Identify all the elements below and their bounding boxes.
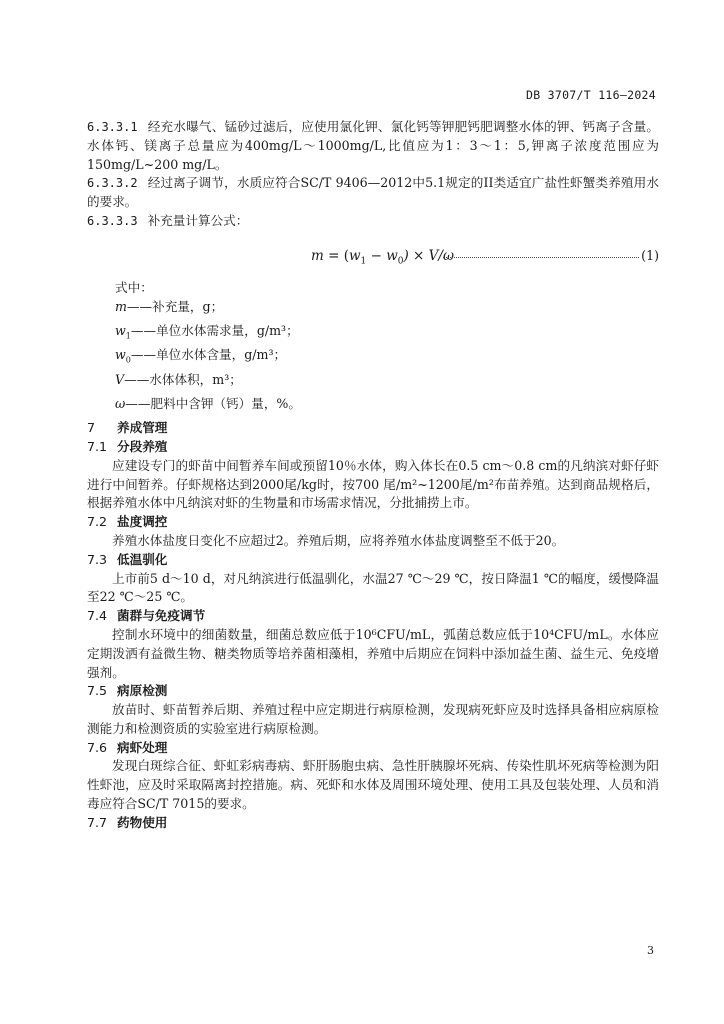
equation-number: (1) — [641, 247, 659, 263]
formula-legend — [87, 279, 659, 419]
subsection-number: 7.7 — [87, 814, 108, 830]
subsection-body: 控制水环境中的细菌数量，细菌总数应低于10⁶CFU/mL，弧菌总数应低于10⁴CFU/mL。水体应定期泼洒有益微生物、糖类物质等培养菌相藻相，养殖中后期应在饲料中添加益生菌、益生元、免疫增强剂。 — [87, 626, 659, 680]
subsection-body: 上市前5 d～10 d，对凡纳滨进行低温驯化，水温27 ℃～29 ℃，按日降温1 ℃的幅度，缓慢降温至22 ℃～25 ℃。 — [87, 570, 659, 605]
subsection-number: 7.6 — [87, 739, 108, 755]
subsection-title: 药物使用 — [117, 814, 168, 830]
subsection-heading — [87, 513, 659, 532]
clause-6-3-3-1 — [87, 118, 659, 174]
subsection-heading — [87, 814, 659, 833]
section-heading — [87, 419, 659, 438]
section-title: 养成管理 — [117, 420, 168, 436]
subsection-title: 菌群与免疫调节 — [117, 608, 206, 624]
legend-item: V——水体体积，m³； — [115, 371, 242, 387]
legend-intro: 式中： — [115, 279, 153, 295]
subsection-body: 放苗时、虾苗暂养后期、养殖过程中应定期进行病原检测，发现病死虾应及时选择具备相应病原检测能力和检测资质的实验室进行病原检测。 — [87, 702, 659, 736]
legend-item: $w_1——$单位水体需求量，g/m³； — [115, 322, 299, 341]
clause-number: 6.3.3.1 — [87, 120, 138, 134]
subsection-body: 发现白斑综合征、虾虹彩病毒病、虾肝肠胞虫病、急性肝胰腺坏死病、传染性肌坏死病等检测为阳性虾池，应及时采取隔离封控措施。病、死虾和水体及周围环境处理、使用工具及包装处理、人员和消毒应符合SC/T 7015的要求。 — [87, 758, 659, 812]
subsection-title: 盐度调控 — [117, 514, 168, 530]
page-number: 3 — [647, 944, 654, 957]
clause-number: 6.3.3.2 — [87, 176, 138, 191]
formula-expression: $m = (w_1 - w_0) \times V/\omega$ — [311, 247, 454, 267]
subsection-number: 7.3 — [87, 551, 108, 567]
subsection-heading — [87, 607, 659, 626]
subsection-title: 病虾处理 — [117, 739, 168, 755]
subsection-heading — [87, 551, 659, 570]
formula-leader-dots — [443, 257, 639, 258]
clause-text: 经充水曝气、锰砂过滤后，应使用氯化钾、氯化钙等钾肥钙肥调整水体的钾、钙离子含量。水体钙、镁离子总量应为400mg/L～1000mg/L,比值应为1：3～1：5,钾离子浓度范围应为150mg/L~200 mg/L。 — [87, 119, 659, 172]
clause-text: 补充量计算公式： — [147, 212, 249, 228]
document-id: DB 3707/T 116—2024 — [525, 88, 656, 102]
subsection-heading — [87, 682, 659, 701]
subsection-title: 病原检测 — [117, 683, 168, 699]
page-content — [87, 118, 659, 833]
legend-item: ω——肥料中含钾（钙）量，%。 — [115, 395, 301, 411]
clause-6-3-3-3 — [87, 212, 659, 231]
formula-1 — [87, 243, 659, 273]
subsection-heading — [87, 739, 659, 758]
clause-text: 经过离子调节，水质应符合SC/T 9406—2012中5.1规定的II类适宜广盐性虾蟹类养殖用水的要求。 — [87, 175, 659, 210]
legend-item: $w_0——$单位水体含量，g/m³； — [115, 347, 287, 365]
subsection-number: 7.5 — [87, 683, 108, 699]
subsection-body: 养殖水体盐度日变化不应超过2。养殖后期，应将养殖水体盐度调整至不低于20。 — [112, 532, 565, 548]
clause-number: 6.3.3.3 — [87, 213, 138, 228]
subsection-heading — [87, 438, 659, 457]
subsection-title: 低温驯化 — [117, 551, 168, 567]
subsection-number: 7.2 — [87, 514, 108, 530]
subsection-body: 应建设专门的虾苗中间暂养车间或预留10％水体，购入体长在0.5 cm～0.8 cm的凡纳滨对虾仔虾进行中间暂养。仔虾规格达到2000尾/kg时，按700 尾/m²~1200尾/m²布苗养殖。达到商品规格后，根据养殖水体中凡纳滨对虾的生物量和市场需求情况，分批捕捞上市。 — [87, 457, 659, 511]
legend-item: m——补充量，g； — [115, 298, 224, 314]
section-number: 7 — [87, 420, 96, 436]
subsection-title: 分段养殖 — [117, 438, 168, 454]
clause-6-3-3-2 — [87, 174, 659, 212]
subsection-number: 7.4 — [87, 608, 108, 624]
subsection-number: 7.1 — [87, 438, 108, 454]
